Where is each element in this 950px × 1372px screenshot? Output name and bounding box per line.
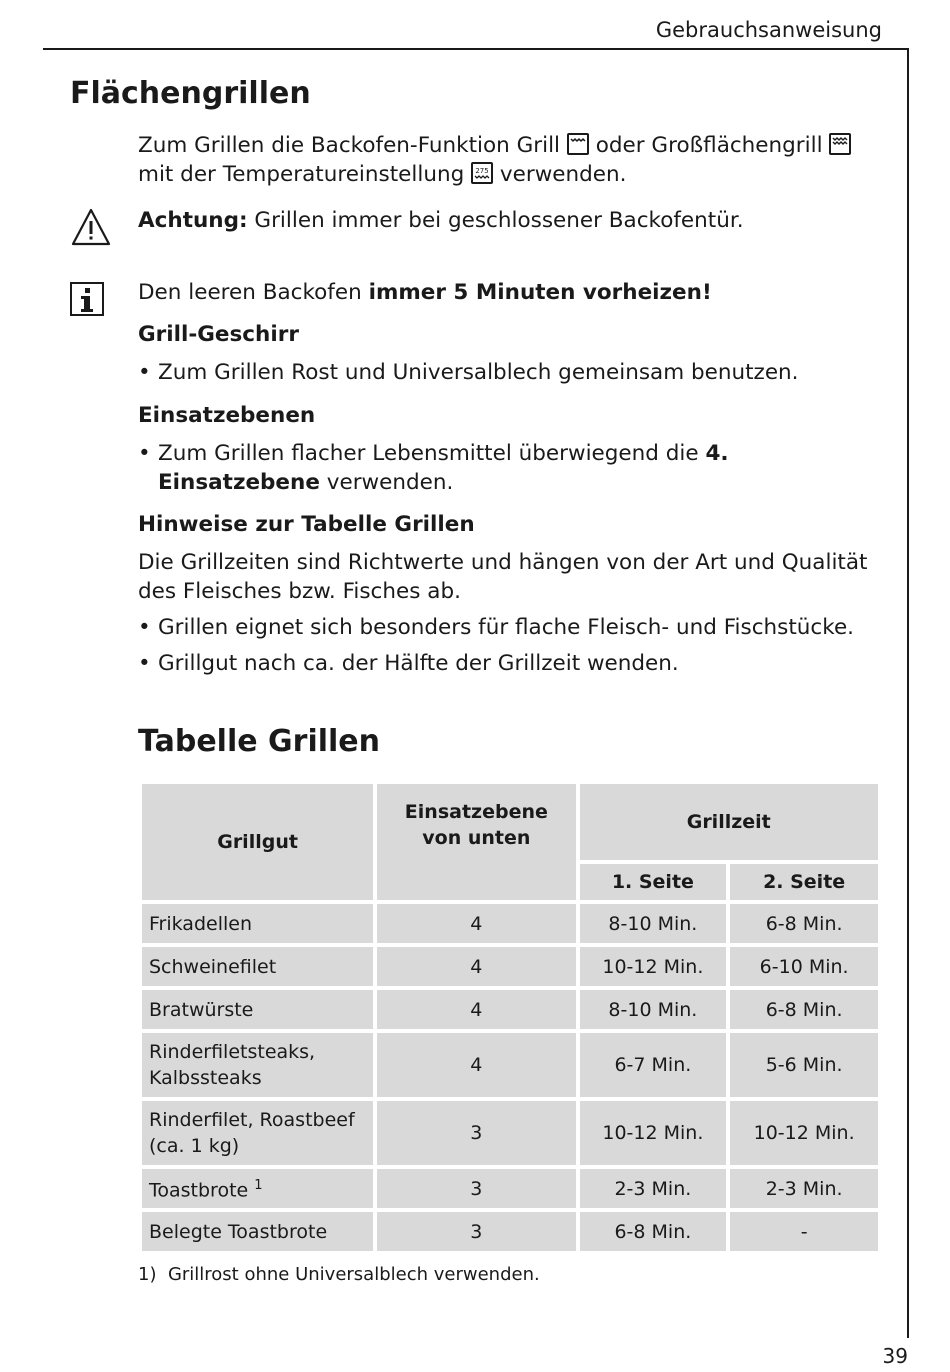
geschirr-block [138,320,878,387]
table-row [140,1031,880,1099]
info-icon [70,282,104,316]
grillgut-text: Rinderfilet, Roastbeef [149,1109,355,1131]
running-header: Gebrauchsanweisung [655,18,882,42]
hinweise-bullet-1: Grillen eignet sich besonders für flache Fleisch- und Fischstücke. [158,615,854,640]
header-seite-2: 2. Seite [728,862,880,902]
header-ebene-line1: Einsatzebene [404,801,548,823]
footnote-marker: 1) [138,1264,157,1285]
side-rule [907,48,909,1338]
list-item: • Zum Grillen flacher Lebensmittel überwiegend die 4. Einsatzebene verwenden. [138,441,729,495]
hinweise-text: Die Grillzeiten sind Richtwerte und hängen von der Art und Qualität des Fleisches bzw. Fisches ab. [138,550,868,604]
cell-einsatzebene: 4 [375,902,577,945]
intro-text-3: mit der Temperatureinstellung [138,162,465,187]
ebenen-heading: Einsatzebenen [138,403,316,428]
temperature-setting-icon [471,162,493,184]
info-text: Den leeren Backofen [138,280,362,305]
header-grillzeit: Grillzeit [578,782,881,862]
cell-seite-2: 5-6 Min. [728,1031,880,1099]
cell-seite-2: 2-3 Min. [728,1167,880,1210]
page-number: 39 [882,1344,908,1368]
large-grill-icon [829,133,851,155]
cell-seite-1: 8-10 Min. [578,988,729,1031]
list-item: • Grillen eignet sich besonders für flache Fleisch- und Fischstücke. [138,615,854,640]
cell-seite-1: 6-7 Min. [578,1031,729,1099]
table-row [140,902,880,945]
cell-einsatzebene: 4 [375,1031,577,1099]
grillgut-text: Frikadellen [149,912,252,935]
geschirr-heading: Grill-Geschirr [138,322,299,347]
hinweise-heading: Hinweise zur Tabelle Grillen [138,512,475,537]
cell-seite-2: 6-10 Min. [728,945,880,988]
ebenen-block [138,401,878,497]
grillgut-text: Rinderfiletsteaks, [149,1041,316,1063]
footnote-reference: 1 [254,1178,263,1194]
grill-icon [567,133,589,155]
grill-table [138,780,882,1255]
warning-triangle-icon [70,207,112,247]
header-ebene-line2: von unten [422,827,531,849]
intro-paragraph [138,131,878,189]
cell-seite-1: 10-12 Min. [578,1099,729,1167]
header-grillgut: Grillgut [140,782,375,902]
hinweise-bullet-2: Grillgut nach ca. der Hälfte der Grillzeit wenden. [158,651,679,676]
cell-einsatzebene: 3 [375,1099,577,1167]
list-item: • Grillgut nach ca. der Hälfte der Grillzeit wenden. [138,651,679,676]
grillgut-text-line2: Kalbssteaks [149,1067,262,1089]
geschirr-bullet: Zum Grillen Rost und Universalblech gemeinsam benutzen. [158,360,799,385]
cell-seite-2: - [728,1210,880,1253]
cell-seite-1: 2-3 Min. [578,1167,729,1210]
table-title: Tabelle Grillen [138,724,380,759]
cell-seite-2: 6-8 Min. [728,902,880,945]
table-body [140,902,880,1253]
footnote [138,1264,540,1285]
grillgut-text: Schweinefilet [149,955,277,978]
cell-grillgut [140,945,375,988]
grillgut-text: Bratwürste [149,998,254,1021]
hinweise-block [138,510,878,678]
header-seite-1: 1. Seite [578,862,729,902]
cell-grillgut [140,1031,375,1099]
ebenen-bullet-text-1: Zum Grillen flacher Lebensmittel überwiegend die [158,441,699,466]
table-row [140,1210,880,1253]
cell-grillgut [140,988,375,1031]
header-einsatzebene [375,782,577,902]
intro-text-2: oder Großflächengrill [595,133,823,158]
cell-seite-2: 6-8 Min. [728,988,880,1031]
cell-einsatzebene: 4 [375,988,577,1031]
cell-seite-1: 10-12 Min. [578,945,729,988]
cell-grillgut [140,902,375,945]
intro-text-1: Zum Grillen die Backofen-Funktion Grill [138,133,561,158]
warning-paragraph [138,206,878,235]
cell-seite-2: 10-12 Min. [728,1099,880,1167]
cell-einsatzebene: 4 [375,945,577,988]
grillgut-text-line2: (ca. 1 kg) [149,1135,240,1157]
table-row [140,945,880,988]
ebenen-bullet-text-2: verwenden. [326,470,454,495]
table-row [140,1099,880,1167]
table-row [140,1167,880,1210]
footnote-text: Grillrost ohne Universalblech verwenden. [167,1264,540,1285]
ebenen-bullet-bold: 4. Einsatzebene [158,441,729,495]
list-item: • Zum Grillen Rost und Universalblech gemeinsam benutzen. [138,360,799,385]
header-rule [43,48,909,50]
grillgut-text: Toastbrote [149,1179,249,1202]
cell-seite-1: 8-10 Min. [578,902,729,945]
grillgut-text: Belegte Toastbrote [149,1220,328,1243]
info-paragraph [138,278,878,307]
table-row [140,988,880,1031]
section-title: Flächengrillen [70,76,311,111]
cell-grillgut [140,1099,375,1167]
table-header-row [140,782,880,862]
warning-text: Grillen immer bei geschlossener Backofentür. [254,208,744,233]
cell-grillgut [140,1210,375,1253]
cell-einsatzebene: 3 [375,1167,577,1210]
warning-label: Achtung: [138,208,248,233]
intro-text-4: verwenden. [499,162,627,187]
cell-grillgut [140,1167,375,1210]
cell-einsatzebene: 3 [375,1210,577,1253]
info-bold: immer 5 Minuten vorheizen! [368,280,712,305]
cell-seite-1: 6-8 Min. [578,1210,729,1253]
temp-icon-label: 275 [475,167,489,175]
